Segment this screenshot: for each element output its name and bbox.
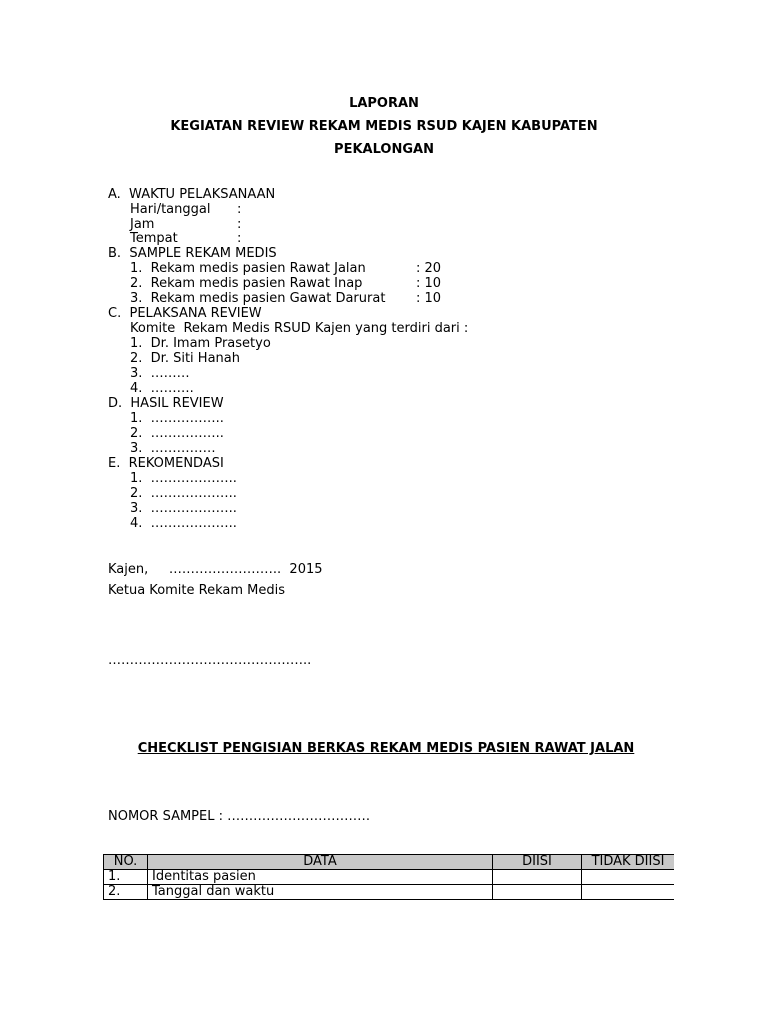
section-c-title: C. PELAKSANA REVIEW: [108, 306, 262, 321]
signature-name-line: ………………………………………..: [108, 653, 312, 668]
recommendation-item: 4. ………………..: [130, 516, 237, 531]
result-item: 2. ……………..: [130, 426, 224, 441]
field-sep-jam: :: [237, 217, 242, 232]
cell-no: 2.: [104, 885, 148, 900]
table-row: [104, 870, 675, 885]
sample-item: 1. Rekam medis pasien Rawat Jalan: [130, 261, 366, 276]
cell-tidak-diisi[interactable]: [582, 885, 675, 900]
cell-diisi[interactable]: [493, 870, 582, 885]
result-item: 1. ……………..: [130, 411, 224, 426]
section-b-title: B. SAMPLE REKAM MEDIS: [108, 246, 277, 261]
report-subtitle-line1: KEGIATAN REVIEW REKAM MEDIS RSUD KAJEN KABUPATEN: [170, 119, 598, 134]
sample-number-label: NOMOR SAMPEL : ……………………………: [108, 809, 371, 824]
cell-diisi[interactable]: [493, 885, 582, 900]
reviewer-item: 4. ……….: [130, 381, 194, 396]
cell-no: 1.: [104, 870, 148, 885]
signature-place-date: Kajen, …………………….. 2015: [108, 562, 323, 577]
cell-tidak-diisi[interactable]: [582, 870, 675, 885]
recommendation-item: 1. ………………..: [130, 471, 237, 486]
reviewer-item: 1. Dr. Imam Prasetyo: [130, 336, 271, 351]
field-label-jam: Jam: [130, 217, 155, 232]
sample-value: : 20: [416, 261, 442, 276]
sample-item: 3. Rekam medis pasien Gawat Darurat: [130, 291, 386, 306]
field-sep-tempat: :: [237, 231, 242, 246]
section-e-title: E. REKOMENDASI: [108, 456, 224, 471]
column-header-tidak-diisi: TIDAK DIISI: [582, 855, 675, 870]
field-label-hari: Hari/tanggal: [130, 202, 211, 217]
section-a-title: A. WAKTU PELAKSANAAN: [108, 187, 276, 202]
recommendation-item: 2. ………………..: [130, 486, 237, 501]
column-header-diisi: DIISI: [493, 855, 582, 870]
report-subtitle-line2: PEKALONGAN: [334, 142, 434, 157]
sample-value: : 10: [416, 291, 442, 306]
table-header-row: [104, 855, 675, 870]
table-row: [104, 885, 675, 900]
column-header-data: DATA: [148, 855, 493, 870]
signature-role: Ketua Komite Rekam Medis: [108, 583, 286, 598]
cell-data: Identitas pasien: [148, 870, 493, 885]
reviewer-item: 3. ………: [130, 366, 190, 381]
report-title: LAPORAN: [349, 96, 419, 111]
reviewer-item: 2. Dr. Siti Hanah: [130, 351, 240, 366]
checklist-title: CHECKLIST PENGISIAN BERKAS REKAM MEDIS PASIEN RAWAT JALAN: [137, 741, 635, 756]
column-header-no: NO.: [104, 855, 148, 870]
checklist-table: [103, 854, 674, 900]
result-item: 3. ……………: [130, 441, 216, 456]
sample-value: : 10: [416, 276, 442, 291]
field-label-tempat: Tempat: [130, 231, 178, 246]
sample-item: 2. Rekam medis pasien Rawat Inap: [130, 276, 363, 291]
field-sep-hari: :: [237, 202, 242, 217]
section-d-title: D. HASIL REVIEW: [108, 396, 224, 411]
section-c-intro: Komite Rekam Medis RSUD Kajen yang terdiri dari :: [130, 321, 469, 336]
cell-data: Tanggal dan waktu: [148, 885, 493, 900]
recommendation-item: 3. ………………..: [130, 501, 237, 516]
